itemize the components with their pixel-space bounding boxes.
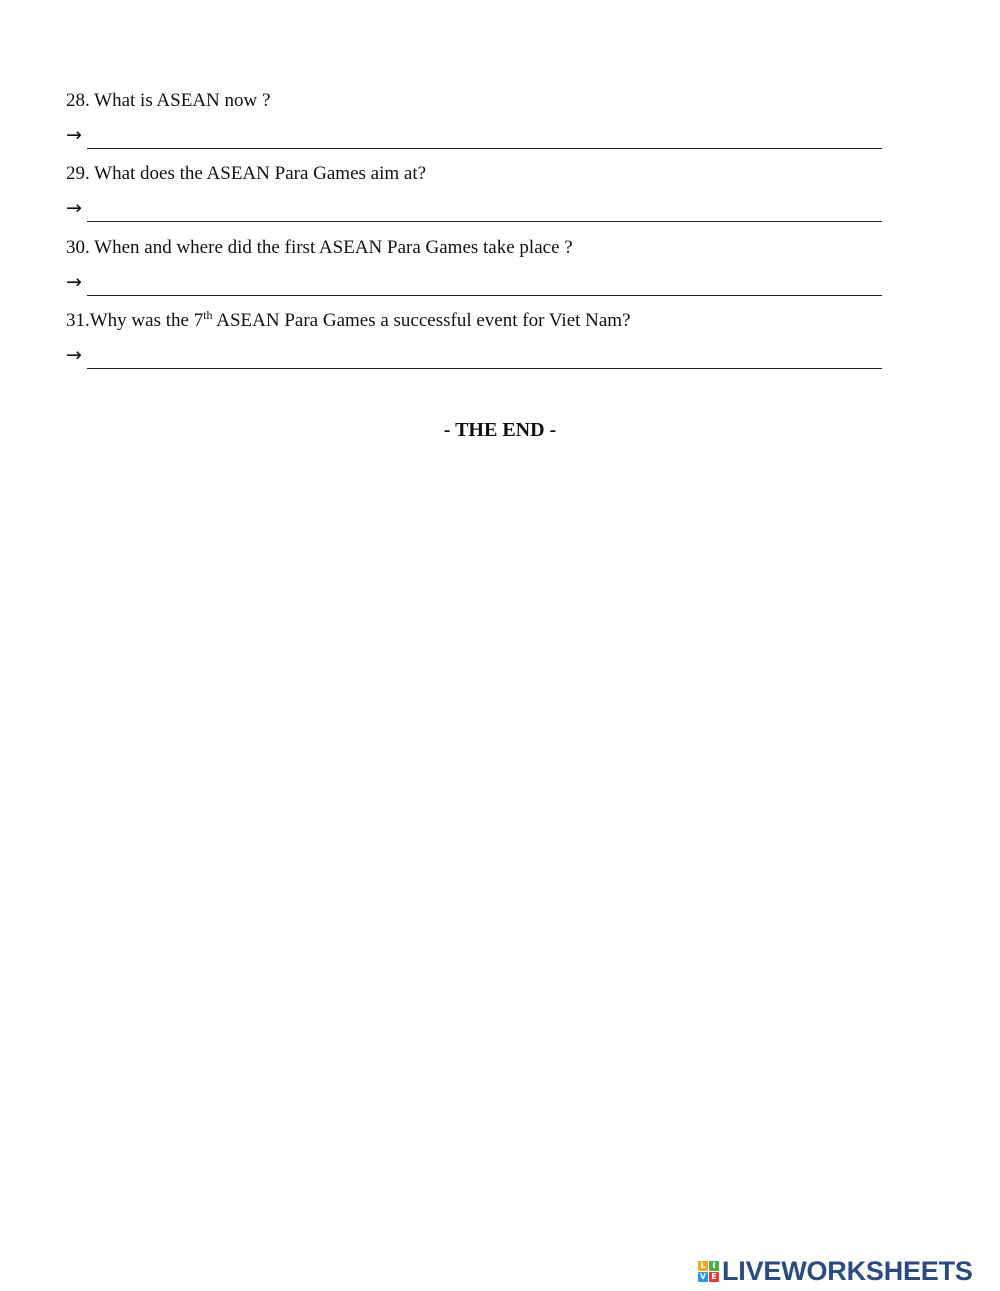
answer-row-31	[66, 343, 882, 369]
live-blocks-icon	[698, 1261, 719, 1282]
arrow-right-icon: →	[66, 344, 82, 366]
question-31	[66, 309, 631, 333]
answer-row-30	[66, 270, 882, 296]
answer-input-29[interactable]	[87, 200, 882, 222]
answer-input-31[interactable]	[87, 347, 882, 369]
answer-row-28	[66, 123, 882, 149]
question-30: 30. When and where did the first ASEAN Para Games take place ?	[66, 237, 573, 258]
arrow-right-icon: →	[66, 197, 82, 219]
answer-row-29	[66, 196, 882, 222]
answer-input-30[interactable]	[87, 274, 882, 296]
the-end-heading: - THE END -	[443, 419, 557, 441]
logo-block-v: V	[699, 1271, 707, 1281]
liveworksheets-logo	[698, 1256, 973, 1286]
question-31-text-end: ASEAN Para Games a successful event for Viet Nam?	[212, 310, 631, 331]
logo-text: LIVEWORKSHEETS	[722, 1255, 973, 1286]
answer-input-28[interactable]	[87, 127, 882, 149]
logo-block-e: E	[709, 1272, 719, 1282]
question-31-text-start: 31.Why was the 7	[66, 310, 204, 331]
arrow-right-icon: →	[66, 271, 82, 293]
logo-block-i: I	[709, 1261, 719, 1271]
question-28: 28. What is ASEAN now ?	[66, 90, 271, 111]
arrow-right-icon: →	[66, 124, 82, 146]
question-29: 29. What does the ASEAN Para Games aim at?	[66, 163, 427, 184]
question-31-superscript: th	[203, 308, 213, 322]
logo-block-l: L	[698, 1261, 708, 1271]
